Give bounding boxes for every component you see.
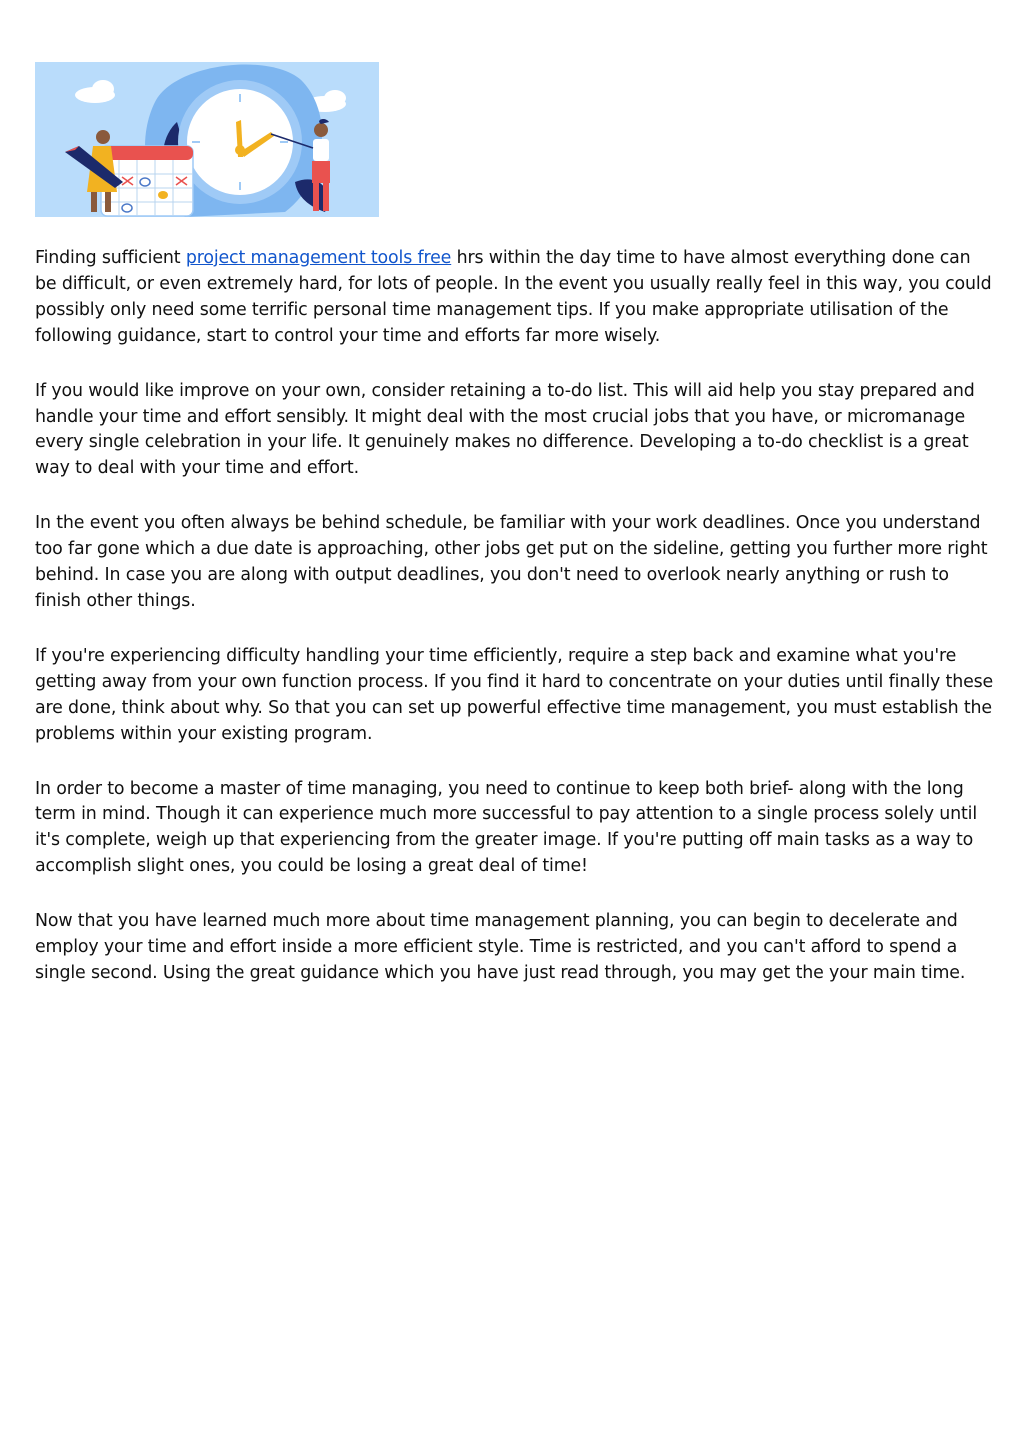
paragraph-6: Now that you have learned much more about time management planning, you can begin to decelerate and employ your time and effort inside a more efficient style. Time is restricted, and you can't afford to spend a single second. Using the great guidance which you have just read through, you may get the your main time. xyxy=(35,911,966,983)
paragraph-2: If you would like improve on your own, consider retaining a to-do list. This will aid help you stay prepared and handle your time and effort sensibly. It might deal with the most crucial jobs that you have, or micromanage every single celebration in your life. It genuinely makes no difference. Developing a to-do checklist is a great way to deal with your time and effort. xyxy=(35,380,975,479)
paragraph-1-rest: hrs within the day time to have almost everything done can be difficult, or even extremely hard, for lots of people. In the event you usually really feel in this way, you could possibly only need some terrific personal time management tips. If you make appropriate utilisation of the following guidance, start to control your time and efforts far more wisely. xyxy=(35,248,992,346)
paragraph-1-lead: Finding sufficient xyxy=(35,248,186,268)
paragraph-5: In order to become a master of time managing, you need to continue to keep both brief- along with the long term in mind. Though it can experience much more successful to pay attention to a single process solely until it's complete, weigh up that experiencing from the greater image. If you're putting off main tasks as a way to accomplish slight ones, you could be losing a great deal of time! xyxy=(35,778,977,877)
paragraph-3: In the event you often always be behind schedule, be familiar with your work deadlines. Once you understand too far gone which a due date is approaching, other jobs get put on the sideline, getting you further more right behind. In case you are along with output deadlines, you don't need to overlook nearly anything or rush to finish other things. xyxy=(35,513,988,611)
paragraph-4: If you're experiencing difficulty handling your time efficiently, require a step back and examine what you're getting away from your own function process. If you find it hard to concentrate on your duties until finally these are done, think about why. So that you can set up powerful effective time management, you must establish the problems within your existing program. xyxy=(35,645,994,744)
project-management-tools-link[interactable]: project management tools free xyxy=(185,248,452,268)
article-body xyxy=(35,246,995,1016)
paragraph-1 xyxy=(35,246,995,350)
time-management-illustration xyxy=(35,62,379,217)
time-management-illustration-icon xyxy=(35,62,379,217)
